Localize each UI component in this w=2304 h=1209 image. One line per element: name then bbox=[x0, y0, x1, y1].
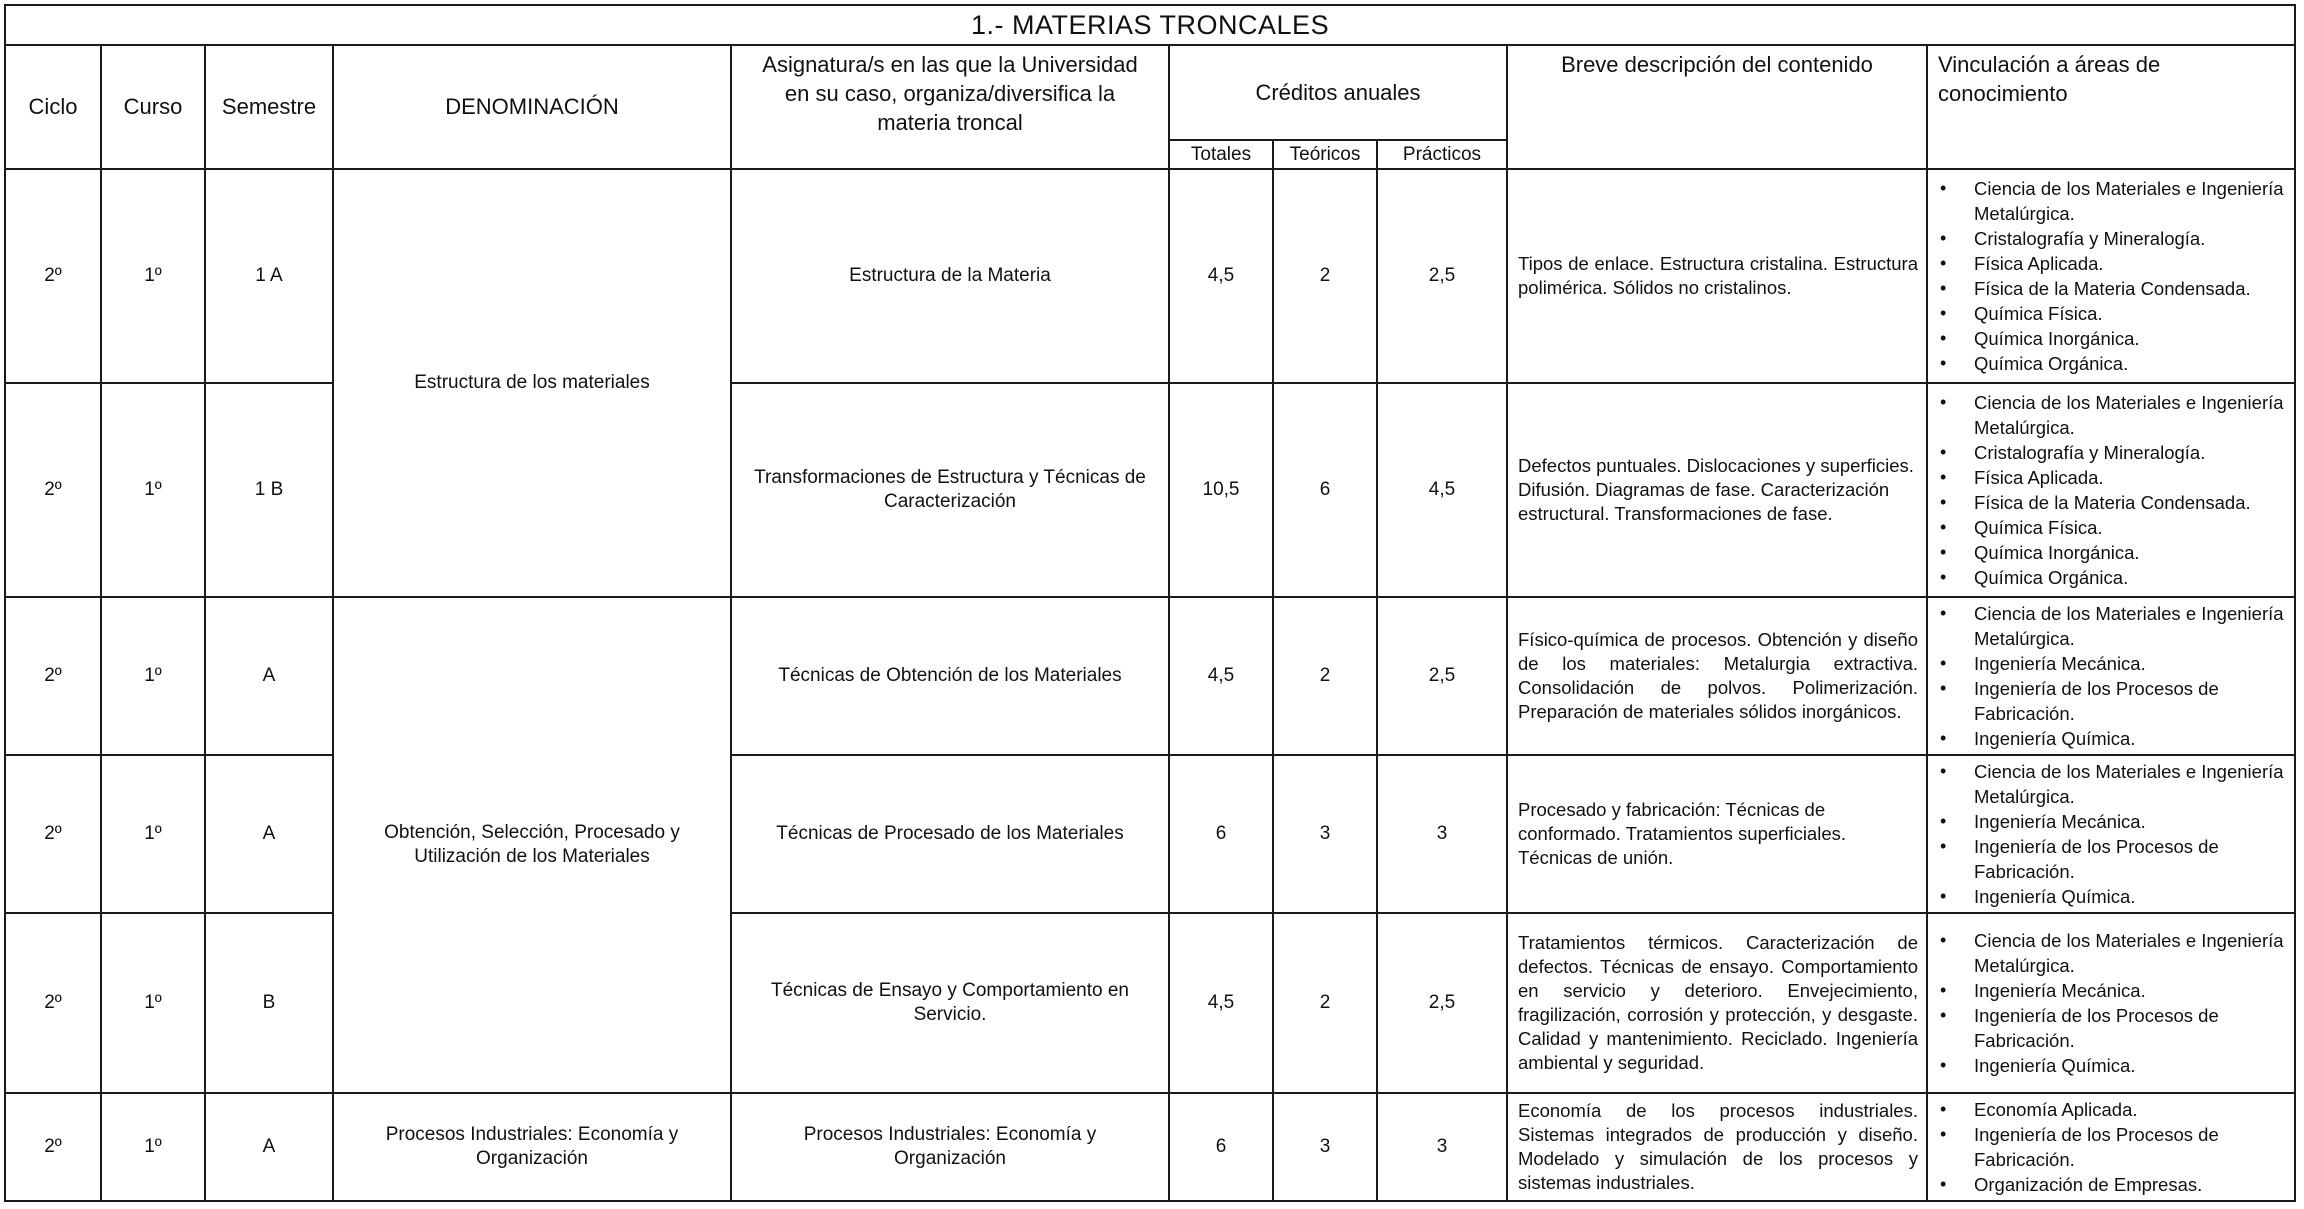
cell-curso: 1º bbox=[101, 755, 205, 913]
bullet-icon: • bbox=[1940, 392, 1947, 412]
bullet-icon: • bbox=[1940, 1099, 1947, 1119]
cell-practicos: 2,5 bbox=[1377, 597, 1507, 755]
bullet-icon: • bbox=[1940, 542, 1947, 562]
list-item: • Ciencia de los Materiales e Ingeniería Metalúrgica. bbox=[1940, 603, 2284, 649]
list-item: • Física de la Materia Condensada. bbox=[1940, 278, 2251, 299]
cell-asignatura: Estructura de la Materia bbox=[731, 169, 1169, 383]
cell-curso: 1º bbox=[101, 383, 205, 597]
cell-ciclo: 2º bbox=[5, 913, 101, 1093]
cell-asignatura: Técnicas de Obtención de los Materiales bbox=[731, 597, 1169, 755]
bullet-icon: • bbox=[1940, 728, 1947, 748]
cell-descripcion: Físico-química de procesos. Obtención y diseño de los materiales: Metalurgia extractiva. Consolidación de polvos. Polimerización. Preparación de materiales sólidos inorgánicos. bbox=[1507, 597, 1927, 755]
list-item: • Ciencia de los Materiales e Ingeniería Metalúrgica. bbox=[1940, 392, 2284, 438]
cell-descripcion: Defectos puntuales. Dislocaciones y superficies. Difusión. Diagramas de fase. Caracterización estructural. Transformaciones de fase. bbox=[1507, 383, 1927, 597]
bullet-icon: • bbox=[1940, 811, 1947, 831]
cell-practicos: 3 bbox=[1377, 755, 1507, 913]
cell-teoricos: 3 bbox=[1273, 755, 1377, 913]
table-row bbox=[5, 1093, 2295, 1201]
cell-areas bbox=[1927, 755, 2295, 913]
bullet-icon: • bbox=[1940, 442, 1947, 462]
list-item: • Ingeniería Mecánica. bbox=[1940, 980, 2146, 1001]
bullet-icon: • bbox=[1940, 930, 1947, 950]
cell-descripcion: Tratamientos térmicos. Caracterización de defectos. Técnicas de ensayo. Comportamiento en servicio y deterioro. Envejecimiento, fragilización, corrosión y protección, y desgaste. Calidad y mantenimiento. Reciclado. Ingeniería ambiental y seguridad. bbox=[1507, 913, 1927, 1093]
cell-semestre: A bbox=[205, 597, 333, 755]
cell-practicos: 2,5 bbox=[1377, 913, 1507, 1093]
list-item: • Ingeniería de los Procesos de Fabricación. bbox=[1940, 678, 2219, 724]
list-item: • Química Física. bbox=[1940, 517, 2103, 538]
header-asignatura-line-3: materia troncal bbox=[877, 110, 1023, 135]
cell-denominacion: Procesos Industriales: Economía y Organización bbox=[333, 1093, 731, 1201]
cell-semestre: B bbox=[205, 913, 333, 1093]
list-item: • Ingeniería de los Procesos de Fabricación. bbox=[1940, 1124, 2219, 1170]
header-asignatura-line-2: en su caso, organiza/diversifica la bbox=[784, 81, 1116, 106]
header-creditos: Créditos anuales bbox=[1169, 45, 1507, 140]
cell-semestre: A bbox=[205, 755, 333, 913]
bullet-icon: • bbox=[1940, 567, 1947, 587]
bullet-icon: • bbox=[1940, 678, 1947, 698]
bullet-icon: • bbox=[1940, 228, 1947, 248]
cell-ciclo: 2º bbox=[5, 597, 101, 755]
cell-totales: 10,5 bbox=[1169, 383, 1273, 597]
header-vinculacion-line-2: conocimiento bbox=[1938, 81, 2068, 106]
materias-troncales-table bbox=[4, 4, 2296, 1202]
cell-asignatura: Técnicas de Ensayo y Comportamiento en Servicio. bbox=[731, 913, 1169, 1093]
header-totales: Totales bbox=[1169, 140, 1273, 169]
list-item: • Ingeniería Mecánica. bbox=[1940, 811, 2146, 832]
cell-semestre: A bbox=[205, 1093, 333, 1201]
table-row bbox=[5, 597, 2295, 755]
header-semestre: Semestre bbox=[205, 45, 333, 169]
list-item: • Ingeniería de los Procesos de Fabricación. bbox=[1940, 1005, 2219, 1051]
cell-descripcion: Tipos de enlace. Estructura cristalina. Estructura polimérica. Sólidos no cristalinos. bbox=[1507, 169, 1927, 383]
header-ciclo: Ciclo bbox=[5, 45, 101, 169]
cell-practicos: 2,5 bbox=[1377, 169, 1507, 383]
bullet-icon: • bbox=[1940, 761, 1947, 781]
cell-curso: 1º bbox=[101, 913, 205, 1093]
cell-practicos: 3 bbox=[1377, 1093, 1507, 1201]
cell-curso: 1º bbox=[101, 1093, 205, 1201]
cell-denominacion: Estructura de los materiales bbox=[333, 169, 731, 597]
list-item: • Química Orgánica. bbox=[1940, 567, 2129, 588]
bullet-icon: • bbox=[1940, 178, 1947, 198]
cell-practicos: 4,5 bbox=[1377, 383, 1507, 597]
cell-areas bbox=[1927, 913, 2295, 1093]
areas-list bbox=[1934, 928, 2290, 1078]
cell-semestre: 1 A bbox=[205, 169, 333, 383]
list-item: • Ciencia de los Materiales e Ingeniería Metalúrgica. bbox=[1940, 178, 2284, 224]
cell-teoricos: 2 bbox=[1273, 169, 1377, 383]
bullet-icon: • bbox=[1940, 1055, 1947, 1075]
cell-curso: 1º bbox=[101, 597, 205, 755]
list-item: • Organización de Empresas. bbox=[1940, 1174, 2203, 1195]
cell-denominacion: Obtención, Selección, Procesado y Utilización de los Materiales bbox=[333, 597, 731, 1093]
list-item: • Ingeniería Química. bbox=[1940, 1055, 2136, 1076]
bullet-icon: • bbox=[1940, 278, 1947, 298]
header-vinculacion bbox=[1927, 45, 2295, 169]
bullet-icon: • bbox=[1940, 253, 1947, 273]
bullet-icon: • bbox=[1940, 1005, 1947, 1025]
areas-list bbox=[1934, 390, 2290, 590]
bullet-icon: • bbox=[1940, 467, 1947, 487]
table-row bbox=[5, 169, 2295, 383]
cell-asignatura: Transformaciones de Estructura y Técnicas de Caracterización bbox=[731, 383, 1169, 597]
bullet-icon: • bbox=[1940, 653, 1947, 673]
cell-semestre: 1 B bbox=[205, 383, 333, 597]
list-item: • Física de la Materia Condensada. bbox=[1940, 492, 2251, 513]
bullet-icon: • bbox=[1940, 980, 1947, 1000]
list-item: • Física Aplicada. bbox=[1940, 467, 2104, 488]
cell-totales: 4,5 bbox=[1169, 597, 1273, 755]
bullet-icon: • bbox=[1940, 517, 1947, 537]
table-title: 1.- MATERIAS TRONCALES bbox=[5, 5, 2295, 45]
list-item: • Ingeniería Química. bbox=[1940, 728, 2136, 749]
header-asignatura-line-1: Asignatura/s en las que la Universidad bbox=[762, 52, 1138, 77]
list-item: • Química Inorgánica. bbox=[1940, 328, 2140, 349]
cell-teoricos: 2 bbox=[1273, 913, 1377, 1093]
cell-ciclo: 2º bbox=[5, 1093, 101, 1201]
areas-list bbox=[1934, 1097, 2290, 1197]
cell-curso: 1º bbox=[101, 169, 205, 383]
areas-list bbox=[1934, 759, 2290, 909]
bullet-icon: • bbox=[1940, 886, 1947, 906]
cell-asignatura: Técnicas de Procesado de los Materiales bbox=[731, 755, 1169, 913]
list-item: • Física Aplicada. bbox=[1940, 253, 2104, 274]
header-asignatura bbox=[731, 45, 1169, 169]
cell-teoricos: 3 bbox=[1273, 1093, 1377, 1201]
list-item: • Ciencia de los Materiales e Ingeniería Metalúrgica. bbox=[1940, 761, 2284, 807]
header-descripcion: Breve descripción del contenido bbox=[1507, 45, 1927, 169]
cell-descripcion: Economía de los procesos industriales. Sistemas integrados de producción y diseño. Modelado y simulación de los procesos y sistemas industriales. bbox=[1507, 1093, 1927, 1201]
cell-totales: 4,5 bbox=[1169, 913, 1273, 1093]
cell-ciclo: 2º bbox=[5, 383, 101, 597]
cell-teoricos: 6 bbox=[1273, 383, 1377, 597]
bullet-icon: • bbox=[1940, 1124, 1947, 1144]
header-practicos: Prácticos bbox=[1377, 140, 1507, 169]
bullet-icon: • bbox=[1940, 303, 1947, 323]
cell-ciclo: 2º bbox=[5, 755, 101, 913]
header-teoricos: Teóricos bbox=[1273, 140, 1377, 169]
cell-asignatura: Procesos Industriales: Economía y Organización bbox=[731, 1093, 1169, 1201]
bullet-icon: • bbox=[1940, 1174, 1947, 1194]
list-item: • Ingeniería de los Procesos de Fabricación. bbox=[1940, 836, 2219, 882]
cell-ciclo: 2º bbox=[5, 169, 101, 383]
list-item: • Ingeniería Mecánica. bbox=[1940, 653, 2146, 674]
list-item: • Cristalografía y Mineralogía. bbox=[1940, 228, 2206, 249]
cell-teoricos: 2 bbox=[1273, 597, 1377, 755]
header-denominacion: DENOMINACIÓN bbox=[333, 45, 731, 169]
bullet-icon: • bbox=[1940, 353, 1947, 373]
cell-areas bbox=[1927, 383, 2295, 597]
header-curso: Curso bbox=[101, 45, 205, 169]
bullet-icon: • bbox=[1940, 492, 1947, 512]
bullet-icon: • bbox=[1940, 328, 1947, 348]
cell-totales: 6 bbox=[1169, 1093, 1273, 1201]
list-item: • Química Orgánica. bbox=[1940, 353, 2129, 374]
bullet-icon: • bbox=[1940, 603, 1947, 623]
list-item: • Cristalografía y Mineralogía. bbox=[1940, 442, 2206, 463]
areas-list bbox=[1934, 601, 2290, 751]
list-item: • Ingeniería Química. bbox=[1940, 886, 2136, 907]
cell-areas bbox=[1927, 597, 2295, 755]
cell-totales: 4,5 bbox=[1169, 169, 1273, 383]
list-item: • Ciencia de los Materiales e Ingeniería Metalúrgica. bbox=[1940, 930, 2284, 976]
bullet-icon: • bbox=[1940, 836, 1947, 856]
cell-areas bbox=[1927, 1093, 2295, 1201]
header-vinculacion-line-1: Vinculación a áreas de bbox=[1938, 52, 2161, 77]
list-item: • Química Inorgánica. bbox=[1940, 542, 2140, 563]
cell-descripcion: Procesado y fabricación: Técnicas de conformado. Tratamientos superficiales. Técnicas de unión. bbox=[1507, 755, 1927, 913]
list-item: • Economía Aplicada. bbox=[1940, 1099, 2138, 1120]
list-item: • Química Física. bbox=[1940, 303, 2103, 324]
cell-totales: 6 bbox=[1169, 755, 1273, 913]
areas-list bbox=[1934, 176, 2290, 376]
cell-areas bbox=[1927, 169, 2295, 383]
